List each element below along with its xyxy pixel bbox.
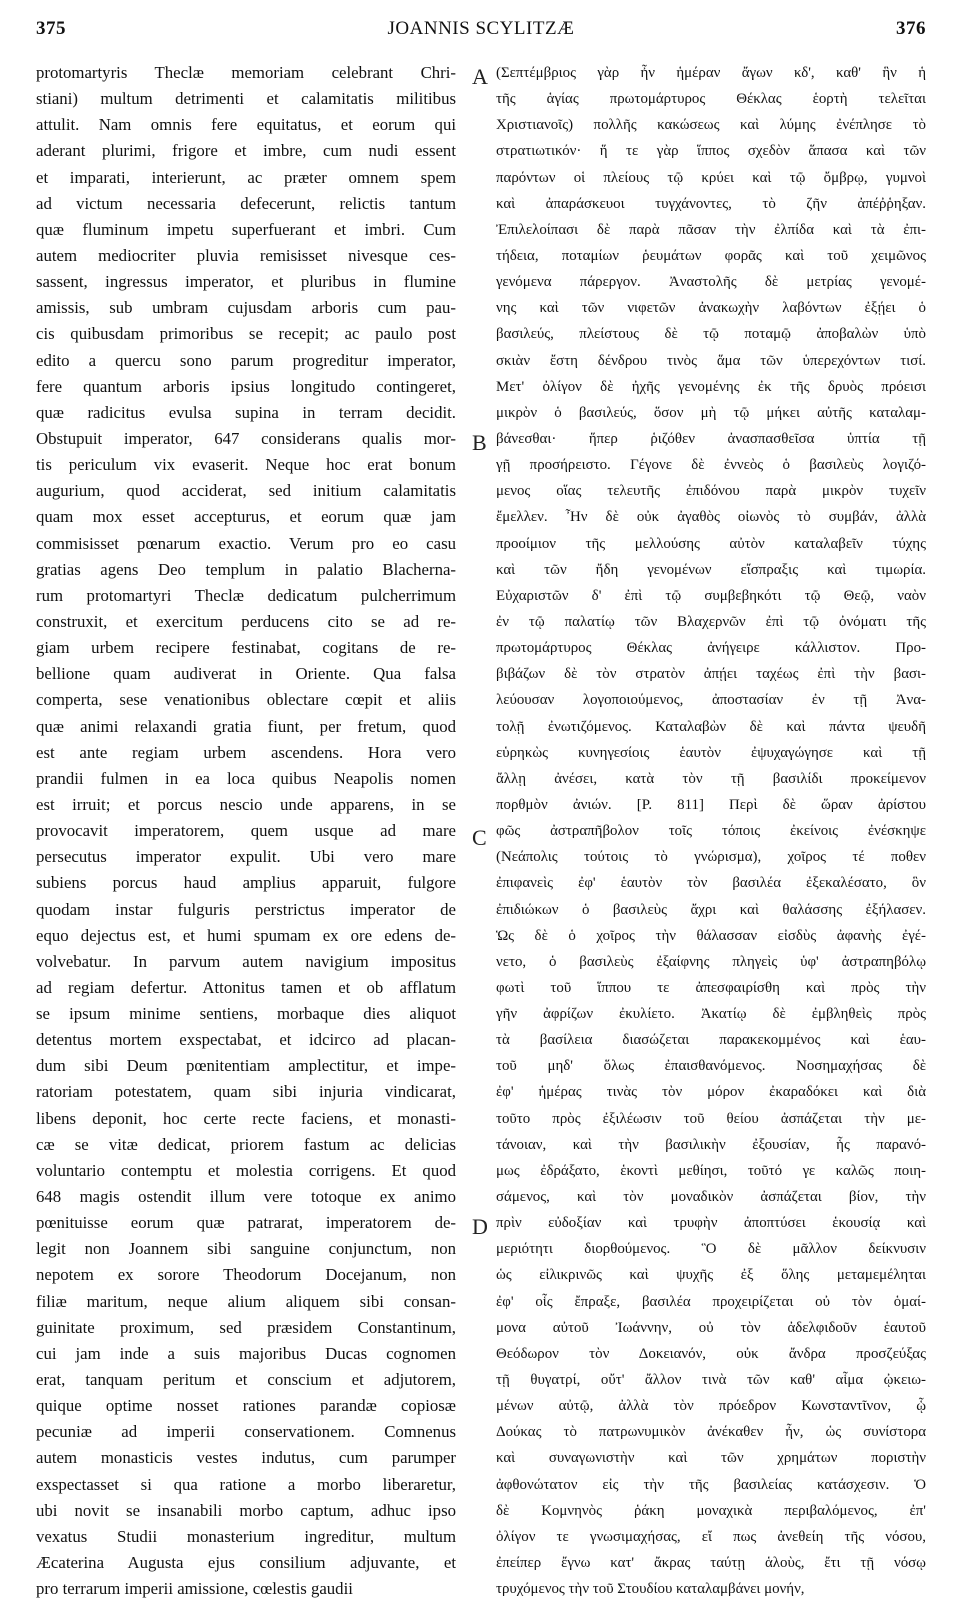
greek-text-line: ὡς εἰλικρινῶς καὶ ψυχῆς ἐξ ὅλης μεταμεμέληται — [496, 1267, 926, 1284]
latin-text-line: quæ fluminum impetu superfuerant et imbri. Cum — [36, 219, 456, 239]
greek-text-line: τὰ βασίλεια διασώζεται παρακεκομμένος καὶ ἑαυ- — [496, 1032, 926, 1049]
latin-text-line: ad regiam defertur. Attonitus tamen et ob afflatum — [36, 977, 456, 997]
greek-column — [496, 60, 926, 1598]
latin-text-line: comperta, sese venationibus oblectare cœpit et aliis — [36, 690, 456, 710]
greek-text-line: μεριότητι διορθούμενος. Ὃ δὲ μᾶλλον δείκνυσιν — [496, 1241, 926, 1258]
latin-text-line: quique optime nosset rationes parandæ copiosæ — [36, 1396, 456, 1416]
greek-text-line: μενος οἵας τελευτῆς ἐπιδόνου παρὰ μικρὸν τυχεῖν — [496, 483, 926, 500]
latin-text-line: cui jam inde a suis majoribus Ducas cognomen — [36, 1343, 456, 1363]
latin-text-line: autem monasticis vestes indutus, cum parumper — [36, 1448, 456, 1468]
greek-text-line: καὶ συναγωνιστὴν καὶ τῶν χρημάτων ποριστὴν — [496, 1450, 926, 1467]
latin-text-line: pecuniæ ad imperii conservationem. Comnenus — [36, 1422, 456, 1442]
greek-text-line: φωτὶ τοῦ ἵππου τε ἀπεσφαιρίσθη καὶ πρὸς τὴν — [496, 979, 926, 996]
latin-text-line: quodam instar fulguris perstrictus imperator de — [36, 899, 456, 919]
latin-text-line: stiani) multum detrimenti et calamitatis militibus — [36, 89, 456, 109]
latin-text-line: quam mox esset accepturus, et eorum quæ jam — [36, 507, 456, 527]
running-title: JOANNIS SCYLITZÆ — [387, 18, 575, 39]
latin-text-line: edito a quercu sono parum progreditur imperator, — [36, 350, 456, 370]
greek-text-line: εὑρηκὼς κυνηγεσίοις ἑαυτὸν ἐψυχαγώγησε καὶ τῇ — [496, 744, 926, 761]
greek-text-line: ἐπιδιώκων ὁ βασιλεὺς ἄχρι καὶ θαλάσσης ἐξήλασεν. — [496, 901, 926, 918]
greek-text-line: ἀφθονώτατον εἰς τὴν τῆς βασιλείας κατάσχεσιν. Ὁ — [496, 1476, 926, 1493]
margin-letter-d: D — [472, 1214, 488, 1239]
greek-text-line: Ὡς δὲ ὁ χοῖρος τὴν θάλασσαν εἰσδὺς ἀφανὴς ἐγέ- — [496, 927, 926, 944]
latin-text-line: construxit, et exercitum perducens cito se ad re- — [36, 611, 456, 631]
latin-text-line: quæ animi relaxandi gratia fiunt, per fretum, quod — [36, 716, 456, 736]
latin-text-line: nepotem ex sorore Theodorum Docejanum, non — [36, 1265, 456, 1285]
latin-text-line: est irruit; et porcus nescio unde apparens, in se — [36, 794, 456, 814]
greek-text-line: ἐπείπερ ἔγνω κατ' ἄκρας ταύτῃ ἁλοὺς, ἔτι τῇ νόσῳ — [496, 1555, 926, 1572]
greek-text-line: ἐν τῷ παλατίῳ τῶν Βλαχερνῶν ἐπὶ τῷ ὀνόματι τῆς — [496, 613, 926, 630]
margin-letter-c: C — [472, 825, 487, 850]
greek-text-line: παρόντων οἱ πλείους τῷ κρύει καὶ τῷ ὄμβρῳ, γυμνοὶ — [496, 169, 926, 186]
greek-text-line: πορθμὸν ἀνιών. [P. 811] Περὶ δὲ ὥραν ἀρίστου — [496, 796, 926, 813]
greek-text-line: λεύουσαν λογοποιούμενος, ἀποστασίαν ἐν τῇ Ἀνα- — [496, 692, 926, 709]
greek-text-line: βασιλεύς, πλείστους δὲ τῷ ποταμῷ ἀποβαλὼν ὑπὸ — [496, 326, 926, 343]
latin-text-line: tis periculum vix evaserit. Neque hoc erat bonum — [36, 455, 456, 475]
greek-text-line: δὲ Κομνηνὸς ῥάκη μοναχικὰ περιβαλόμενος, ἐπ' — [496, 1502, 926, 1519]
greek-text-line: ἐφ' οἷς ἔπραξε, βασιλέα προχειρίζεται οὐ τὸν ὁμαί- — [496, 1293, 926, 1310]
latin-text-line: pœnituisse eorum quæ patrarat, imperatorem de- — [36, 1213, 456, 1233]
greek-text-line: πρωτομάρτυρος Θέκλας ἀνήγειρε κάλλιστον. Προ- — [496, 640, 926, 657]
latin-text-line: detentus mortem exspectabat, et idcirco ad placan- — [36, 1030, 456, 1050]
latin-text-line: prandii fulmen in ea loca quibus Neapolis nomen — [36, 768, 456, 788]
latin-text-line: amissis, sub umbram cujusdam arboris cum pau- — [36, 298, 456, 318]
greek-text-line: καὶ τῶν ἤδη γενομένων εἴσπραξις καὶ τιμωρία. — [496, 561, 926, 578]
latin-text-line: protomartyris Theclæ memoriam celebrant Chri- — [36, 63, 456, 82]
latin-text-line: et imparati, interierunt, ac præter omnem spem — [36, 167, 456, 187]
greek-text-line: (Νεάπολις τούτοις τὸ γνώρισμα), χοῖρος τέ ποθεν — [496, 849, 926, 866]
latin-text-line: se ipsum minime sentiens, morbaque dies aliquot — [36, 1004, 456, 1024]
latin-text-line: volvebatur. In parvum autem navigium impositus — [36, 951, 456, 971]
latin-text-line: subiens porcus haud amplius apparuit, fulgore — [36, 873, 456, 893]
latin-text-line: ad victum necessaria defecerunt, relictis tantum — [36, 193, 456, 213]
greek-text-line: ὀλίγον τε γνωσιμαχήσας, εἴ πως ἀνεθείη τῆς νόσου, — [496, 1528, 926, 1545]
greek-text-line: τρυχόμενος τὴν τοῦ Στουδίου καταλαμβάνει μονήν, — [496, 1581, 805, 1598]
latin-text-line: cis quibusdam primoribus se recepit; ac paulo post — [36, 324, 456, 344]
latin-text-line: guinitate proximum, sed præsidem Constantinum, — [36, 1317, 456, 1337]
latin-text-line: exspectasset si qua ratione a morbo liberaretur, — [36, 1474, 456, 1494]
greek-text-line: σκιὰν ἔστη δένδρου τινὸς ἅμα τῶν ὑπερεχόντων τισί. — [496, 352, 926, 369]
greek-text-line: τήδεια, ποταμίων ῥευμάτων φορᾶς καὶ τοῦ χειμῶνος — [496, 247, 926, 264]
latin-text-line: giam urbem recipere festinabat, cogitans de re- — [36, 638, 456, 658]
greek-text-line: σάμενος, καὶ τὸν μοναδικὸν ἀσπάζεται βίον, τὴν — [496, 1189, 926, 1206]
latin-text-line: fere quantum arboris ipsius longitudo contingeret, — [36, 376, 456, 396]
greek-text-line: τάνοιαν, καὶ τὴν βασιλικὴν ἐξουσίαν, ἧς παρανό- — [496, 1136, 926, 1153]
latin-text-line: est ante regiam urbem ascendens. Hora vero — [36, 742, 456, 762]
latin-text-line: gratias agens Deo templum in palatio Blacherna- — [36, 559, 456, 579]
latin-text-line: legit non Joannem sibi sanguine conjunctum, non — [36, 1239, 456, 1259]
greek-text-line: γῇ προσήρειστο. Γέγονε δὲ ἐννεὸς ὁ βασιλεὺς λογιζό- — [496, 457, 926, 474]
greek-text-line: τολῇ ἐνωτιζόμενος. Καταλαβὼν δὲ καὶ πάντα ψευδῆ — [496, 718, 926, 735]
latin-text-line: sassent, ingressus imperator, et pluribus in flumine — [36, 272, 456, 292]
greek-text-line: βάνεσθαι· ἥπερ ῥιζόθεν ἀνασπασθεῖσα ὑπτία τῇ — [496, 430, 926, 447]
latin-text-line: Obstupuit imperator, 647 considerans qualis mor- — [36, 428, 456, 448]
latin-text-line: Æcaterina Augusta ejus consilium adjuvante, et — [36, 1553, 456, 1573]
greek-text-line: ἐπιφανεὶς ἐφ' ἑαυτὸν τὸν βασιλέα ἐξεκαλέσατο, ὃν — [496, 875, 926, 892]
latin-text-line: attulit. Nam omnis fere equitatus, et eorum qui — [36, 115, 456, 135]
latin-text-line: commisisset pœnarum exactio. Verum pro eo casu — [36, 533, 456, 553]
greek-text-line: (Σεπτέμβριος γὰρ ἦν ἡμέραν ἄγων κδ', καθ' ἣν ἡ — [496, 65, 926, 81]
greek-text-line: Εὐχαριστῶν δ' ἐπὶ τῷ συμβεβηκότι τῷ Θεῷ, ναὸν — [496, 587, 926, 604]
latin-column — [36, 60, 456, 1599]
latin-text-line: voluntario contemptu et molestia corrigens. Et quod — [36, 1160, 456, 1180]
greek-text-line: γενόμενα πάρεργον. Ἀναστολῆς δὲ μετρίας γενομέ- — [496, 274, 926, 291]
greek-text-line: μικρὸν ὁ βασιλεύς, ὅσον μὴ τῷ μήκει αὐτῆς καταλαμ- — [496, 404, 926, 421]
greek-text-line: γῆν ἀφρίζων ἐκυλίετο. Ἀκατίῳ δὲ ἐμβληθεὶς πρὸς — [496, 1006, 926, 1023]
greek-text-line: μως ἐδράξατο, ἑκοντὶ μεθίησι, τοῦτό γε καλῶς ποιη- — [496, 1162, 926, 1179]
greek-text-line: προοίμιον τῆς μελλούσης αὐτὸν καταλαβεῖν τύχης — [496, 535, 926, 552]
latin-text-line: 648 magis ostendit illum vere totoque ex animo — [36, 1187, 456, 1207]
margin-letter-a: A — [472, 64, 488, 89]
greek-text-line: τοῦ μηδ' ὅλως ἐπαισθανόμενος. Νοσημαχήσας δὲ — [496, 1058, 926, 1075]
greek-text-line: μένων αὐτῷ, ἀλλὰ τὸν πρόεδρον Κωνσταντῖνον, ᾧ — [496, 1398, 926, 1415]
greek-text-line: Χριστιανοῖς) πολλῆς κακώσεως καὶ λύμης ἐνέπλησε τὸ — [496, 117, 926, 134]
greek-text-line: φῶς ἀστραπῆβολον τοῖς τόποις ἐκείνοις ἐνέσκηψε — [496, 823, 926, 840]
left-page-number: 375 — [36, 18, 66, 39]
latin-text-line: persecutus imperator expulit. Ubi vero mare — [36, 847, 456, 867]
greek-text-line: νης καὶ τῶν νιφετῶν ἀνακωχὴν λαβόντων ἐξῄει ὁ — [496, 300, 926, 317]
greek-text-line: τῇ θυγατρί, οὔτ' ἄλλον τινὰ τῶν καθ' αἷμα ᾠκειω- — [496, 1372, 926, 1389]
greek-text-line: ἔμελλεν. Ἦν δὲ οὐκ ἀγαθὸς οἰωνὸς τὸ συμβάν, ἀλλὰ — [496, 509, 926, 526]
greek-text-line: Μετ' ὀλίγον δὲ ἠχῆς γενομένης ἐκ τῆς δρυὸς πρόεισι — [496, 378, 926, 395]
greek-text-line: τῆς ἁγίας πρωτομάρτυρος Θέκλας ἑορτὴ τελεῖται — [496, 91, 926, 108]
page-header — [36, 18, 926, 52]
latin-text-line: quæ radicitus evulsa supina in terram decidit. — [36, 402, 456, 422]
latin-text-line: pro terrarum imperii amissione, cœlestis gaudii — [36, 1579, 353, 1599]
latin-text-line: ubi novit se insanabili morbo captum, adhuc ipso — [36, 1500, 456, 1520]
greek-text-line: Θεόδωρον τὸν Δοκειανόν, οὐκ ἄνδρα προσζεύξας — [496, 1345, 926, 1362]
latin-text-line: bellione quam audiverat in Oriente. Qua falsa — [36, 664, 456, 684]
latin-text-line: augurium, quod acciderat, sed initium calamitatis — [36, 481, 456, 501]
latin-text-line: filiæ maritum, neque alium aliquem sibi consan- — [36, 1291, 456, 1311]
greek-text-line: Ἐπιλελοίπασι δὲ παρὰ πᾶσαν τὴν ἐλπίδα καὶ τὰ ἐπι- — [496, 221, 926, 238]
greek-text-line: ἄλλῃ ἀνέσει, κατὰ τὸν τῇ βασιλίδι προκείμενον — [496, 770, 926, 787]
latin-text-line: cæ se vitæ dedicat, priorem fastum ac delicias — [36, 1134, 456, 1154]
greek-text-line: Δούκας τὸ πατρωνυμικὸν ἀνέκαθεν ἦν, ὡς συνίστορα — [496, 1424, 926, 1441]
latin-text-line: erat, tanquam peritum et conscium et adjutorem, — [36, 1370, 456, 1390]
latin-text-line: ratoriam potestatem, quam sibi injuria vindicarat, — [36, 1082, 456, 1102]
latin-text-line: dum sibi Deum pœnitentiam amplectitur, et impe- — [36, 1056, 456, 1076]
greek-text-line: ἐφ' ἡμέρας τινὰς τὸν μόρον ἐκαραδόκει καὶ διὰ — [496, 1084, 926, 1101]
latin-text-line: autem mediocriter pluvia remisisset nivesque ces- — [36, 245, 456, 265]
latin-text-line: aderant plurimi, frigore et imbre, cum nudi essent — [36, 141, 456, 161]
greek-text-line: καὶ ἀπαράσκευοι τυγχάνοντες, τὸ ζῆν ἀπέῤῥηξαν. — [496, 195, 926, 212]
latin-text-line: rum protomartyri Theclæ dedicatum pulcherrimum — [36, 585, 456, 605]
greek-text-line: μονα αὐτοῦ Ἰωάννην, οὐ τὸν ἀδελφιδοῦν ἑαυτοῦ — [496, 1319, 926, 1336]
latin-text-line: vexatus Studii monasterium ingreditur, multum — [36, 1526, 456, 1546]
greek-text-line: νετο, ὁ βασιλεὺς ἐξαίφνης πληγεὶς ὑφ' ἀστραπηβόλῳ — [496, 953, 926, 970]
latin-text-line: equo dejectus est, et humi spumam ex ore edens de- — [36, 925, 456, 945]
latin-text-line: provocavit imperatorem, quem usque ad mare — [36, 821, 456, 841]
right-page-number: 376 — [896, 18, 926, 39]
greek-text-line: βιβάζων δὲ τὸν στρατὸν ἀπῄει ταχέως ἐπὶ τὴν βασι- — [496, 666, 926, 683]
greek-text-line: στρατιωτικόν· ἥ τε γὰρ ἵππος σχεδὸν ἅπασα καὶ τῶν — [496, 143, 926, 160]
latin-text-line: libens deponit, hoc certe recte faciens, et monasti- — [36, 1108, 456, 1128]
greek-text-line: τοῦτο πρὸς ἐξιλέωσιν τοῦ θείου ἀσπάζεται τὴν με- — [496, 1110, 926, 1127]
greek-text-line: πρὶν εὐδοξίαν καὶ τρυφὴν ἀποπτύσει ἑκουσίᾳ καὶ — [496, 1215, 926, 1232]
margin-letter-b: B — [472, 430, 487, 455]
